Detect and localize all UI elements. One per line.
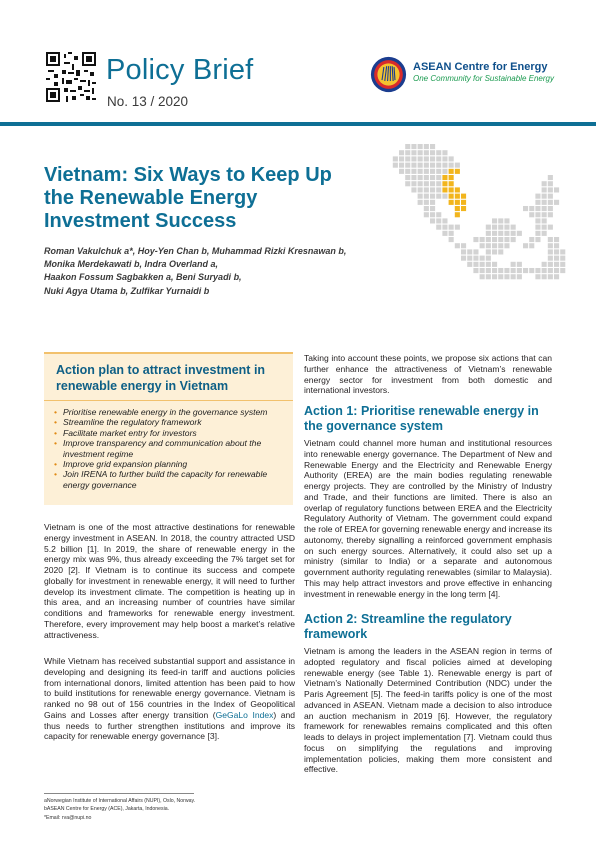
map-cell — [554, 274, 559, 279]
map-cell — [529, 243, 534, 248]
action-plan-box — [44, 352, 293, 505]
map-cell — [517, 262, 522, 267]
map-cell — [473, 249, 478, 254]
map-cell — [542, 225, 547, 230]
map-cell — [461, 256, 466, 261]
map-cell — [517, 274, 522, 279]
map-cell — [430, 169, 435, 174]
map-cell — [442, 156, 447, 161]
author-line: Nuki Agya Utama b, Zulfikar Yurnaidi b — [44, 285, 210, 296]
map-cell — [498, 218, 503, 223]
list-item: • Streamline the regulatory framework — [54, 417, 289, 427]
author-list — [44, 245, 364, 298]
map-cell — [424, 163, 429, 168]
map-cell — [442, 150, 447, 155]
footnote: *Email: rva@nupi.no — [44, 814, 92, 821]
map-cell — [436, 156, 441, 161]
map-cell — [393, 163, 398, 168]
asean-emblem-icon — [370, 56, 407, 93]
map-cell — [529, 268, 534, 273]
map-cell-vietnam — [449, 194, 454, 199]
map-cell — [554, 268, 559, 273]
map-cell — [411, 181, 416, 186]
map-cell — [424, 200, 429, 205]
map-cell — [405, 163, 410, 168]
map-cell — [424, 175, 429, 180]
map-cell — [418, 200, 423, 205]
map-cell — [436, 175, 441, 180]
author-line: Monika Merdekawati b, Indra Overland a, — [44, 259, 219, 270]
map-cell — [554, 262, 559, 267]
map-cell — [411, 163, 416, 168]
map-cell — [542, 194, 547, 199]
map-cell — [442, 194, 447, 199]
map-cell — [523, 268, 528, 273]
map-cell — [405, 169, 410, 174]
map-cell — [511, 274, 516, 279]
map-cell — [529, 212, 534, 217]
map-cell — [511, 225, 516, 230]
list-item: • Improve grid expansion planning — [54, 459, 289, 469]
map-cell — [548, 243, 553, 248]
map-cell — [504, 218, 509, 223]
map-cell — [529, 237, 534, 242]
map-cell — [486, 231, 491, 236]
map-cell — [480, 268, 485, 273]
footnote: aNorwegian Institute of International Affairs (NUPI), Oslo, Norway. — [44, 798, 196, 804]
map-cell — [467, 262, 472, 267]
map-cell — [498, 243, 503, 248]
title-line-2: the Renewable Energy — [44, 187, 258, 209]
footnote-divider — [44, 793, 194, 794]
map-cell — [480, 274, 485, 279]
map-cell-vietnam — [455, 212, 460, 217]
map-cell — [418, 187, 423, 192]
map-cell-vietnam — [455, 200, 460, 205]
map-cell-vietnam — [449, 187, 454, 192]
map-cell — [442, 231, 447, 236]
map-cell — [430, 194, 435, 199]
map-cell — [548, 256, 553, 261]
map-cell — [480, 256, 485, 261]
map-cell — [449, 163, 454, 168]
map-cell — [548, 268, 553, 273]
map-cell — [554, 237, 559, 242]
map-cell — [473, 262, 478, 267]
map-cell — [411, 175, 416, 180]
map-cell — [436, 163, 441, 168]
map-cell — [548, 249, 553, 254]
map-cell — [424, 212, 429, 217]
map-cell — [542, 212, 547, 217]
list-item: • Improve transparency and communication about the investment regime — [54, 438, 289, 459]
map-cell — [498, 237, 503, 242]
map-cell — [535, 268, 540, 273]
map-cell — [560, 256, 565, 261]
map-cell — [430, 200, 435, 205]
map-cell — [511, 268, 516, 273]
map-cell — [542, 262, 547, 267]
map-cell — [424, 187, 429, 192]
map-cell — [560, 262, 565, 267]
map-cell-vietnam — [442, 175, 447, 180]
action-plan-divider — [44, 400, 293, 401]
map-cell — [554, 256, 559, 261]
map-cell — [411, 187, 416, 192]
map-cell — [535, 194, 540, 199]
list-item: • Prioritise renewable energy in the governance system — [54, 407, 289, 417]
map-cell — [542, 187, 547, 192]
map-cell — [405, 175, 410, 180]
map-cell — [498, 231, 503, 236]
map-cell — [548, 200, 553, 205]
map-cell — [430, 144, 435, 149]
map-cell — [548, 274, 553, 279]
map-cell — [486, 249, 491, 254]
map-cell-vietnam — [442, 181, 447, 186]
map-cell — [498, 249, 503, 254]
map-cell — [473, 256, 478, 261]
map-cell — [424, 194, 429, 199]
map-cell — [399, 150, 404, 155]
map-cell — [486, 225, 491, 230]
map-cell — [436, 194, 441, 199]
map-cell-vietnam — [461, 194, 466, 199]
map-cell — [554, 249, 559, 254]
title-line-3: Investment Success — [44, 210, 237, 232]
context-paragraph — [44, 656, 295, 742]
map-cell — [449, 156, 454, 161]
map-cell — [430, 175, 435, 180]
map-cell — [467, 249, 472, 254]
map-cell-vietnam — [449, 175, 454, 180]
map-cell — [436, 169, 441, 174]
map-cell — [393, 156, 398, 161]
author-line: Haakon Fossum Sagbakken a, Beni Suryadi b, — [44, 272, 242, 283]
map-cell — [418, 194, 423, 199]
map-cell — [486, 268, 491, 273]
map-cell — [511, 231, 516, 236]
map-cell — [492, 225, 497, 230]
map-cell — [492, 218, 497, 223]
title-line-1: Vietnam: Six Ways to Keep Up — [44, 164, 332, 186]
map-cell — [492, 262, 497, 267]
action-plan-title: Action plan to attract investment in renewable energy in Vietnam — [56, 363, 266, 393]
map-cell-vietnam — [455, 206, 460, 211]
action-plan-list — [54, 407, 289, 490]
map-cell — [554, 200, 559, 205]
map-cell — [480, 237, 485, 242]
map-cell — [529, 206, 534, 211]
map-cell — [442, 163, 447, 168]
map-cell — [548, 212, 553, 217]
map-cell — [430, 187, 435, 192]
map-cell — [411, 156, 416, 161]
map-cell — [523, 243, 528, 248]
map-cell — [418, 144, 423, 149]
context-text-b: ) and thus needs to further strengthen institutions and improve its capacity for renewable energy governance [3]. — [44, 709, 295, 742]
section-1-paragraph: Vietnam could channel more human and institutional resources into renewable energy governance. The Department of New and Renewable Energy and the Electricity and Renewable Energy Authority (EREA) are the main bodies regulating renewable energy projects. They are controlled by the Ministry of Industry and Trade, and their functions are limited. There is also an overlap of regulatory functions between EREA and the Electricity Regulatory Authority of Vietnam. The government could expand the role of EREA for governing renewable energy and increase its autonomy, thereby signalling a reinforced government emphasis on such energy sources. Alternatively, it could also set up a ministry (similar to India) or a separate and autonomous government authority regulating renewables (similar to Malaysia). This may help attract investors and prove effective in enhancing investment in renewable energy in the long term [4]. — [304, 438, 553, 599]
author-line: Roman Vakulchuk a*, Hoy-Yen Chan b, Muhammad Rizki Kresnawan b, — [44, 246, 347, 256]
map-cell — [473, 268, 478, 273]
org-tagline: One Community for Sustainable Energy — [413, 74, 554, 83]
map-cell — [399, 156, 404, 161]
map-cell — [430, 212, 435, 217]
section-1-heading: Action 1: Prioritise renewable energy in the governance system — [304, 404, 539, 433]
context-text-a: While Vietnam has received substantial support and assistance in developing and designing its feed-in tariff and auctions policies from international donors, limited attention has been paid to how to build institutions for renewable energy governance. Vietnam is ranked no 98 out of 156 countries in the Index of Geopolitical Gains and Losses after energy transition ( — [44, 656, 295, 720]
map-cell — [548, 225, 553, 230]
map-cell-vietnam — [449, 200, 454, 205]
map-cell-vietnam — [442, 187, 447, 192]
map-cell — [535, 225, 540, 230]
map-cell — [436, 187, 441, 192]
map-cell-vietnam — [455, 169, 460, 174]
map-cell — [542, 206, 547, 211]
map-cell — [436, 218, 441, 223]
map-cell-vietnam — [455, 187, 460, 192]
org-name: ASEAN Centre for Energy — [413, 61, 548, 73]
gegalo-index-link[interactable]: GeGaLo Index — [215, 709, 274, 720]
map-cell — [480, 262, 485, 267]
map-cell — [492, 268, 497, 273]
map-cell — [455, 163, 460, 168]
map-cell — [554, 243, 559, 248]
map-cell — [436, 225, 441, 230]
map-cell — [504, 237, 509, 242]
page-title — [44, 164, 344, 233]
map-cell — [411, 144, 416, 149]
southeast-asia-map-icon — [368, 140, 568, 290]
map-cell-vietnam — [455, 194, 460, 199]
map-cell — [442, 225, 447, 230]
map-cell — [430, 156, 435, 161]
map-cell — [511, 262, 516, 267]
map-cell — [504, 231, 509, 236]
list-item: • Facilitate market entry for investors — [54, 428, 289, 438]
map-cell — [486, 237, 491, 242]
map-cell — [442, 169, 447, 174]
map-cell — [492, 249, 497, 254]
proposal-paragraph: Taking into account these points, we propose six actions that can further enhance the attractiveness of Vietnam’s renewable energy sector for investment from both domestic and international investors. — [304, 353, 552, 396]
brief-issue-number: No. 13 / 2020 — [107, 94, 189, 109]
map-cell — [418, 181, 423, 186]
map-cell — [548, 237, 553, 242]
map-cell — [486, 274, 491, 279]
map-cell — [498, 268, 503, 273]
map-cell — [548, 181, 553, 186]
map-cell — [486, 256, 491, 261]
map-cell — [405, 144, 410, 149]
map-cell — [455, 243, 460, 248]
map-cell — [442, 218, 447, 223]
map-cell — [430, 218, 435, 223]
map-cell — [411, 150, 416, 155]
map-cell — [424, 181, 429, 186]
map-cell — [430, 150, 435, 155]
map-cell — [535, 206, 540, 211]
map-cell — [517, 268, 522, 273]
brief-title: Policy Brief — [106, 54, 254, 86]
intro-paragraph: Vietnam is one of the most attractive destinations for renewable energy investment in ASEAN. In 2018, the country attracted USD 5.2 billion [1]. In 2019, the share of renewable energy in the energy mix was 9%, thus already exceeding the 7% target set for 2020 [2]. If Vietnam is to continue its success and compete globally for investment in renewable energy, it will need to further develop its investment climate. The competition is heating up in this area, and an increasing number of countries have similar conditions and frameworks for renewable energy investment. Therefore, every improvement may help boost a market’s relative attractiveness. — [44, 522, 295, 640]
map-cell — [542, 218, 547, 223]
map-cell — [486, 243, 491, 248]
map-cell — [517, 231, 522, 236]
section-2-heading: Action 2: Streamline the regulatory framework — [304, 612, 512, 641]
map-cell — [430, 206, 435, 211]
map-cell — [405, 156, 410, 161]
section-2-paragraph: Vietnam is among the leaders in the ASEAN region in terms of adopted regulatory and fiscal policies aimed at developing renewable energy (see Table 1). Renewable energy is part of Vietnam’s Nationally Determined Contribution (NDC) under the Paris Agreement [5]. The feed-in tariffs policy is one of the most advanced in ASEAN. Vietnam made a decision to also introduce an auction mechanism in 2019 [6]. However, the regulatory framework for renewables remains complicated and this often leads to delays in project implementation [7]. Vietnam could thus focus on simplifying the regulations and improving implementation policies, making them more consistent and effective. — [304, 646, 552, 775]
map-cell — [405, 150, 410, 155]
footnote: bASEAN Centre for Energy (ACE), Jakarta, Indonesia. — [44, 806, 170, 813]
map-cell — [535, 274, 540, 279]
map-cell — [436, 150, 441, 155]
map-cell — [399, 169, 404, 174]
map-cell — [542, 231, 547, 236]
map-cell — [535, 237, 540, 242]
map-cell — [418, 169, 423, 174]
map-cell — [449, 237, 454, 242]
map-cell — [405, 181, 410, 186]
map-cell — [424, 169, 429, 174]
map-cell-vietnam — [449, 181, 454, 186]
map-cell — [455, 225, 460, 230]
map-cell — [535, 212, 540, 217]
qr-code-icon[interactable] — [46, 52, 96, 102]
map-cell — [399, 163, 404, 168]
map-cell — [424, 156, 429, 161]
map-cell — [498, 274, 503, 279]
map-cell — [461, 249, 466, 254]
map-cell — [436, 181, 441, 186]
map-cell — [424, 206, 429, 211]
map-cell — [486, 262, 491, 267]
map-cell — [504, 274, 509, 279]
map-cell — [411, 169, 416, 174]
map-cell — [548, 187, 553, 192]
map-cell — [449, 225, 454, 230]
map-cell — [548, 194, 553, 199]
map-cell — [418, 163, 423, 168]
map-cell — [418, 150, 423, 155]
map-cell — [542, 181, 547, 186]
list-item: • Join IRENA to further build the capacity for renewable energy governance — [54, 469, 289, 490]
map-cell — [535, 200, 540, 205]
map-cell — [492, 274, 497, 279]
map-cell — [430, 181, 435, 186]
map-cell — [449, 231, 454, 236]
map-cell-vietnam — [461, 200, 466, 205]
footnotes — [44, 797, 344, 822]
map-cell — [492, 231, 497, 236]
map-cell — [418, 175, 423, 180]
map-cell — [511, 237, 516, 242]
map-cell — [430, 163, 435, 168]
map-cell — [467, 256, 472, 261]
map-cell — [548, 262, 553, 267]
map-cell — [504, 243, 509, 248]
map-cell — [560, 268, 565, 273]
map-cell — [498, 225, 503, 230]
map-cell — [548, 206, 553, 211]
map-cell — [473, 237, 478, 242]
map-cell — [523, 206, 528, 211]
map-cell — [554, 187, 559, 192]
map-cell — [542, 268, 547, 273]
map-cell — [480, 243, 485, 248]
map-cell — [535, 218, 540, 223]
map-cell-vietnam — [461, 206, 466, 211]
map-cell — [424, 144, 429, 149]
map-cell — [542, 274, 547, 279]
map-cell — [436, 212, 441, 217]
map-cell — [504, 225, 509, 230]
map-cell — [424, 150, 429, 155]
map-cell — [548, 175, 553, 180]
header-divider — [0, 122, 596, 126]
map-cell — [535, 231, 540, 236]
map-cell — [418, 156, 423, 161]
map-cell — [560, 249, 565, 254]
map-cell-vietnam — [449, 169, 454, 174]
map-cell — [504, 268, 509, 273]
map-cell — [492, 243, 497, 248]
map-cell — [492, 237, 497, 242]
map-cell — [461, 243, 466, 248]
map-cell — [542, 200, 547, 205]
